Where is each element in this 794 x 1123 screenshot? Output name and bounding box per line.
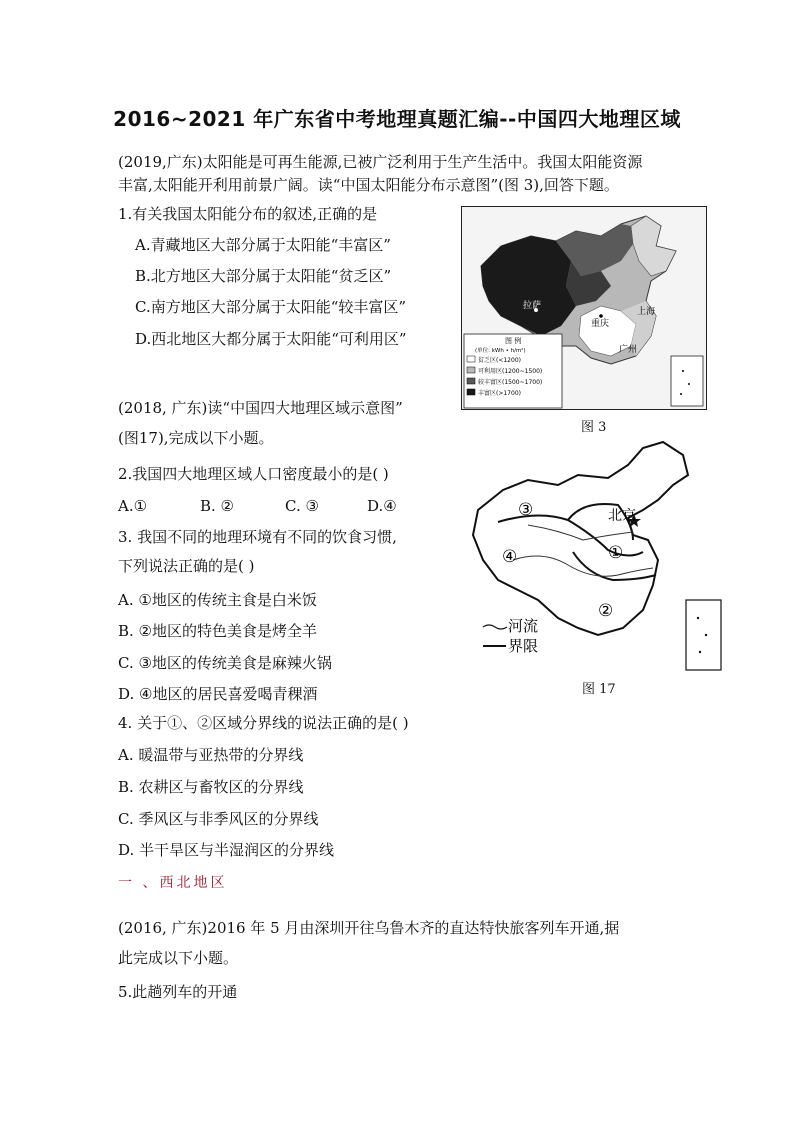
label-region-2: ② bbox=[598, 601, 614, 621]
legend-item-4: 丰富区(>1700) bbox=[478, 390, 521, 397]
legend-item-1: 贫乏区(<1200) bbox=[478, 357, 521, 364]
q4-option-b: B. 农耕区与畜牧区的分界线 bbox=[118, 778, 304, 796]
legend-item-2: 可利用区(1200~1500) bbox=[478, 368, 543, 375]
q3-option-b: B. ②地区的特色美食是烤全羊 bbox=[118, 622, 318, 640]
label-shanghai: 上海 bbox=[637, 307, 656, 317]
q2-stem: 2.我国四大地理区域人口密度最小的是( ) bbox=[118, 465, 389, 483]
q5-intro-line-2: 此完成以下小题。 bbox=[118, 949, 239, 967]
label-region-3: ③ bbox=[518, 500, 534, 520]
page-title: 2016~2021 年广东省中考地理真题汇编--中国四大地理区域 bbox=[113, 107, 681, 131]
q3-option-d: D. ④地区的居民喜爱喝青稞酒 bbox=[118, 685, 318, 703]
q4-option-a: A. 暖温带与亚热带的分界线 bbox=[118, 746, 304, 764]
q2-option-d: D.④ bbox=[367, 497, 397, 515]
q2-intro-line-2: (图17),完成以下小题。 bbox=[118, 429, 274, 447]
q3-option-a: A. ①地区的传统主食是白米饭 bbox=[118, 591, 317, 609]
figure-3-solar-map bbox=[461, 206, 707, 410]
label-guangzhou: 广州 bbox=[619, 345, 638, 355]
q5-stem: 5.此趟列车的开通 bbox=[118, 983, 238, 1001]
q1-stem: 1.有关我国太阳能分布的叙述,正确的是 bbox=[118, 205, 378, 223]
q3-stem-line-1: 3. 我国不同的地理环境有不同的饮食习惯, bbox=[118, 528, 397, 546]
legend-river: 河流 bbox=[508, 617, 539, 635]
label-region-4: ④ bbox=[502, 547, 518, 567]
q4-option-c: C. 季风区与非季风区的分界线 bbox=[118, 810, 319, 828]
legend-unit: (单位: kWh • h/m²) bbox=[475, 348, 526, 354]
legend-title: 图 例 bbox=[505, 337, 522, 345]
q5-intro-line-1: (2016, 广东)2016 年 5 月由深圳开往乌鲁木齐的直达特快旅客列车开通,据 bbox=[118, 919, 620, 937]
q2-option-b: B. ② bbox=[200, 497, 235, 515]
label-region-1: ① bbox=[608, 543, 624, 563]
legend-border: 界限 bbox=[508, 637, 539, 655]
section-heading: 一 、西北地区 bbox=[118, 875, 228, 891]
q1-option-d: D.西北地区大都分属于太阳能“可利用区” bbox=[135, 330, 407, 348]
q1-intro-line-1: (2019,广东)太阳能是可再生能源,已被广泛利用于生产生活中。我国太阳能资源 bbox=[118, 153, 643, 171]
q4-option-d: D. 半干旱区与半湿润区的分界线 bbox=[118, 841, 335, 859]
label-chongqing: 重庆 bbox=[591, 319, 610, 329]
q1-option-c: C.南方地区大部分属于太阳能“较丰富区” bbox=[135, 298, 407, 316]
q1-option-b: B.北方地区大部分属于太阳能“贫乏区” bbox=[135, 267, 392, 285]
figure-17-regions-map bbox=[458, 440, 723, 675]
figure-3-caption: 图 3 bbox=[581, 420, 607, 435]
label-beijing: 北京 bbox=[608, 508, 636, 524]
q3-stem-line-2: 下列说法正确的是( ) bbox=[118, 557, 255, 575]
q2-intro-line-1: (2018, 广东)读“中国四大地理区域示意图” bbox=[118, 399, 403, 417]
legend-item-3: 较丰富区(1500~1700) bbox=[478, 379, 543, 386]
q3-option-c: C. ③地区的传统美食是麻辣火锅 bbox=[118, 654, 332, 672]
q2-option-c: C. ③ bbox=[285, 497, 319, 515]
label-lhasa: 拉萨 bbox=[523, 301, 542, 311]
q2-option-a: A.① bbox=[118, 497, 148, 515]
q4-stem: 4. 关于①、②区域分界线的说法正确的是( ) bbox=[118, 714, 409, 732]
q1-option-a: A.青藏地区大部分属于太阳能“丰富区” bbox=[135, 236, 391, 254]
figure-17-caption: 图 17 bbox=[582, 682, 616, 697]
q1-intro-line-2: 丰富,太阳能开利用前景广阔。读“中国太阳能分布示意图”(图 3),回答下题。 bbox=[118, 176, 619, 194]
